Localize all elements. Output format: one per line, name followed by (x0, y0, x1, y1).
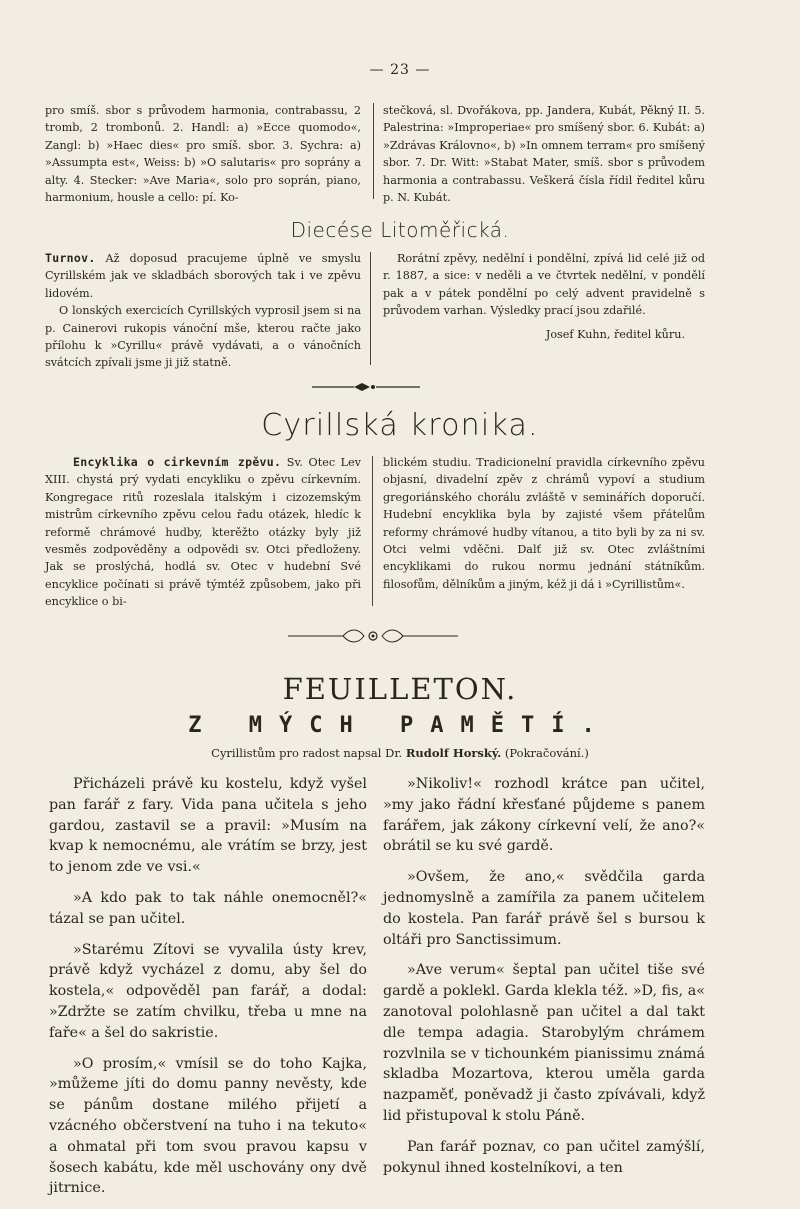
diocese-heading: Diecése Litoměřická. (290, 218, 510, 242)
kronika-left-para (45, 454, 361, 611)
byline-author: Rudolf Horský. (405, 746, 502, 760)
diocese-left-column (45, 250, 361, 372)
feuilleton-subtitle: Z MÝCH PAMĚTÍ. (188, 713, 612, 738)
byline-prefix: Cyrillistům pro radost napsal Dr. (211, 746, 403, 760)
top-left-column: pro smíš. sbor s průvodem harmonia, contrabassu, 2 tromb, 2 trombonů. 2. Handl: a) »Ecce quomodo«, Zangl: b) »Haec dies« pro smíš. sbor. 3. Sychra: a) »Assumpta est«, Weiss: b) »O salutaris« pro soprány a alty. 4. Stecker: »Ave Maria«, solo pro soprán, piano, harmonium, housle a cello: pí. Ko- (45, 104, 361, 205)
diocese-left-para-2: O lonských exercicích Cyrillských vyprosil jsem si na p. Cainerovi rukopis vánoční mše, kterou račte jako přílohu k »Cyrillu« právě vydávati, a o vánočních svátcích zpívali jsme ji již statně. (45, 304, 361, 370)
kronika-column-divider (372, 456, 373, 606)
diocese-right-para: Rorátní zpěvy, nedělní i pondělní, zpívá lid celé již od r. 1887, a sice: v neděli a ve čtvrtek nedělní, v pondělí pak a v pátek pondělní po celý advent pravidelně s průvodem varhan. Výsledky prací jsou zdařilé. (383, 252, 705, 318)
feuilleton-byline (0, 746, 800, 760)
kronika-section (45, 454, 757, 611)
feuilleton-right-para-3: »Ave verum« šeptal pan učitel tiše své gardě a poklekl. Garda klekla též. »D, fis, a« zanotoval polohlasně pan učitel a dal takt dle tempa adagia. Starobylým chrámem rozvlnila se v tichounkém pianissimu známá skladba Mozartova, kterou uměla garda nazpaměť, poněvadž ji často zpívávali, když lid přistupoval k stolu Páně. (383, 962, 705, 1124)
diocese-left-text-1: Až doposud pracujeme úplně ve smyslu Cyrillském jak ve skladbách sborových tak i ve zpěvu lidovém. (45, 252, 361, 300)
diocese-right-column (383, 250, 705, 372)
feuilleton-ornament (288, 626, 458, 646)
kronika-left-column (45, 454, 361, 611)
feuilleton-right-column (383, 774, 705, 1209)
page-number: — 23 — (369, 62, 431, 78)
feuilleton-left-para-4: »O prosím,« vmísil se do toho Kajka, »můžeme jíti do domu panny nevěsty, kde se pánům dostane milého přijetí a vzácného občerstvení na tuho i na tekuto« a ohmatal při tom svou pravou kapsu v šosech kabátu, kde měl uschovány ony dvě jitrnice. (49, 1055, 367, 1197)
top-right-column: stečková, sl. Dvořákova, pp. Jandera, Kubát, Pěkný II. 5. Palestrina: »Improperiae« pro smíšený sbor. 6. Kubát: a) »Zdrávas Královno«, b) »In omnem terram« pro smíšený sbor. 7. Dr. Witt: »Stabat Mater, smíš. sbor s průvodem harmonia a contrabassu. Veškerá čísla řídil ředitel kůru p. N. Kubát. (383, 104, 705, 205)
feuilleton-body (49, 774, 709, 1209)
feuilleton-title: FEUILLETON. (282, 672, 518, 706)
diocese-left-para-1 (45, 250, 361, 302)
feuilleton-left-para-2: »A kdo pak to tak náhle onemocněl?« tázal se pan učitel. (49, 889, 367, 927)
feuilleton-left-para-3: »Starému Zítovi se vyvalila ústy krev, právě když vycházel z domu, aby šel do kostela,« odpověděl pan farář, a dodal: »Zdržte se zatím chvilku, třeba u mne na faře« a šel do sakristie. (49, 941, 367, 1041)
top-column-divider (373, 103, 374, 199)
feuilleton-right-para-1: »Nikoliv!« rozhodl krátce pan učitel, »my jako řádní křesťané půjdeme s panem farářem, jak zákony církevní velí, že ano?« obrátil se ku své gardě. (383, 776, 705, 855)
turnov-lead: Turnov. (45, 251, 96, 265)
kronika-right-column: blickém studiu. Tradicionelní pravidla církevního zpěvu objasní, divadelní zpěv z chrámů vypoví a studium gregoriánského chorálu zvláště v seminářích doporučí. Hudební encyklika byla by zajisté všem přátelům reformy chrámové hudby vítanou, a tito byli by za ni sv. Otci velmi vděčni. Dalť již sv. Otec zvláštními encyklikami do rukou normu jednání státníkům. filosofům, dělníkům a jiným, kéž ji dá i »Cyrillistům«. (383, 456, 705, 591)
section-divider-ornament (312, 380, 422, 394)
feuilleton-left-para-1: Přicházeli právě ku kostelu, když vyšel pan farář z fary. Vida pana učitela s jeho gardou, zastavil se a pravil: »Musím na kvap k nemocnému, ale vrátím se brzy, jest to jenom zde ve vsi.« (49, 776, 367, 876)
feuilleton-left-column (49, 774, 367, 1209)
diocese-section (45, 250, 757, 372)
byline-suffix: (Pokračování.) (504, 746, 589, 760)
top-section (45, 102, 757, 206)
diocese-column-divider (370, 252, 371, 365)
diocese-signature: Josef Kuhn, ředitel kůru. (545, 327, 685, 341)
kronika-left-text: Sv. Otec Lev XIII. chystá prý vydati encykliku o zpěvu církevním. Kongregace ritů rozeslala italským i cizozemským mistrům církevního zpěvu celou řadu otázek, hledíc k reformě chrámové hudby, kterěžto otázky byly již vesměs zodpověděny a odpovědi sv. Otci předloženy. Jak se proslýchá, hodlá sv. Otec v hudební Své encyklice počínati si právě týmtéž způsobem, jako při encyklice o bi- (45, 456, 362, 609)
feuilleton-right-para-2: »Ovšem, že ano,« svědčila garda jednomyslně a zamířila za panem učitelem do kostela. Pan farář právě šel s bursou k oltáři pro Sanctissimum. (383, 869, 705, 948)
encyklika-lead: Encyklika o cirkevním zpěvu. (73, 455, 282, 469)
feuilleton-right-para-4: Pan farář poznav, co pan učitel zamýšlí, pokynul ihned kostelníkovi, a ten (383, 1138, 705, 1176)
kronika-heading: Cyrillská kronika. (261, 408, 539, 443)
